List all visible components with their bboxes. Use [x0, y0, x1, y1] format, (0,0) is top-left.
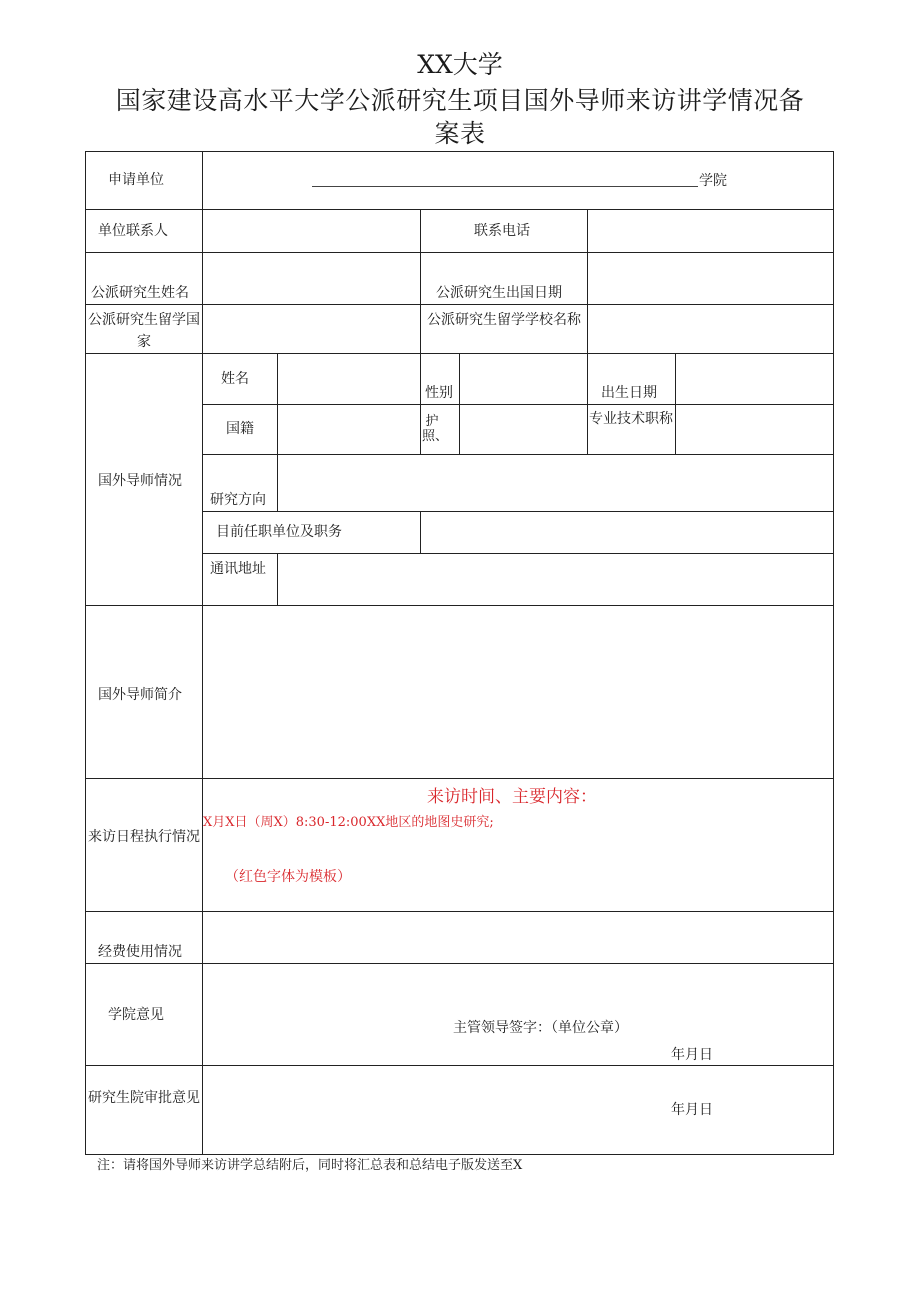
grad-school-date: 年月日: [671, 1102, 713, 1118]
row-line: [202, 454, 834, 455]
label-passport: 护照、: [422, 414, 449, 444]
label-research-direction: 研究方向: [210, 492, 266, 508]
label-birth-date: 出生日期: [601, 385, 657, 401]
label-departure-date: 公派研究生出国日期: [436, 285, 562, 301]
form-title: 国家建设高水平大学公派研究生项目国外导师来访讲学情况备案表: [115, 86, 805, 148]
row-line: [202, 511, 834, 512]
label-visit-schedule: 来访日程执行情况: [88, 829, 200, 845]
label-gender: 性别: [425, 385, 453, 401]
row-line: [85, 605, 834, 606]
label-unit-contact: 单位联系人: [98, 223, 168, 239]
col-line: [277, 454, 278, 511]
label-nationality: 国籍: [226, 421, 254, 437]
leader-signature: 主管领导签字：（单位公章）: [453, 1020, 628, 1036]
template-example: X月X日（周X）8:30-12:00XX地区的地图史研究;: [203, 815, 494, 830]
row-line: [85, 209, 834, 210]
col-line: [420, 353, 421, 454]
template-heading: 来访时间、主要内容：: [427, 787, 597, 807]
row-line: [202, 553, 834, 554]
label-mentor-intro: 国外导师简介: [98, 687, 182, 703]
label-contact-phone: 联系电话: [474, 223, 530, 239]
label-name: 姓名: [221, 371, 249, 387]
col-line: [587, 353, 588, 454]
col-line: [675, 353, 676, 454]
label-study-country: 公派研究生留学国家: [88, 312, 200, 350]
label-student-name: 公派研究生姓名: [91, 285, 189, 301]
col-line: [420, 511, 421, 553]
template-remark: （红色字体为模板）: [225, 869, 351, 885]
label-funding: 经费使用情况: [98, 944, 182, 960]
col-line: [459, 353, 460, 454]
col-line: [587, 209, 588, 353]
label-address: 通讯地址: [210, 561, 266, 577]
table-border-right: [833, 151, 834, 1155]
label-college: 学院: [699, 173, 727, 189]
col-line: [202, 151, 203, 1155]
college-opinion-date: 年月日: [671, 1047, 713, 1063]
col-line: [420, 209, 421, 353]
row-line: [85, 963, 834, 964]
row-line: [85, 304, 834, 305]
row-line: [85, 252, 834, 253]
label-college-opinion: 学院意见: [108, 1007, 164, 1023]
label-applicant-unit: 申请单位: [108, 172, 164, 188]
label-mentor-info: 国外导师情况: [98, 473, 182, 489]
row-line: [85, 1065, 834, 1066]
label-study-school: 公派研究生留学学校名称: [427, 312, 581, 328]
table-border-top: [85, 151, 834, 152]
row-line: [202, 404, 834, 405]
table-border-bottom: [85, 1154, 834, 1155]
label-grad-school-opinion: 研究生院审批意见: [88, 1090, 200, 1106]
row-line: [85, 911, 834, 912]
college-fill-underline[interactable]: [312, 186, 698, 187]
col-line: [277, 553, 278, 605]
label-title: 专业技术职称: [589, 411, 673, 427]
university-title: XX大学: [417, 50, 503, 79]
row-line: [85, 778, 834, 779]
label-current-position: 目前任职单位及职务: [216, 524, 342, 540]
table-border-left: [85, 151, 86, 1155]
footer-note: 注：请将国外导师来访讲学总结附后，同时将汇总表和总结电子版发送至X: [97, 1158, 523, 1173]
col-line: [277, 353, 278, 454]
